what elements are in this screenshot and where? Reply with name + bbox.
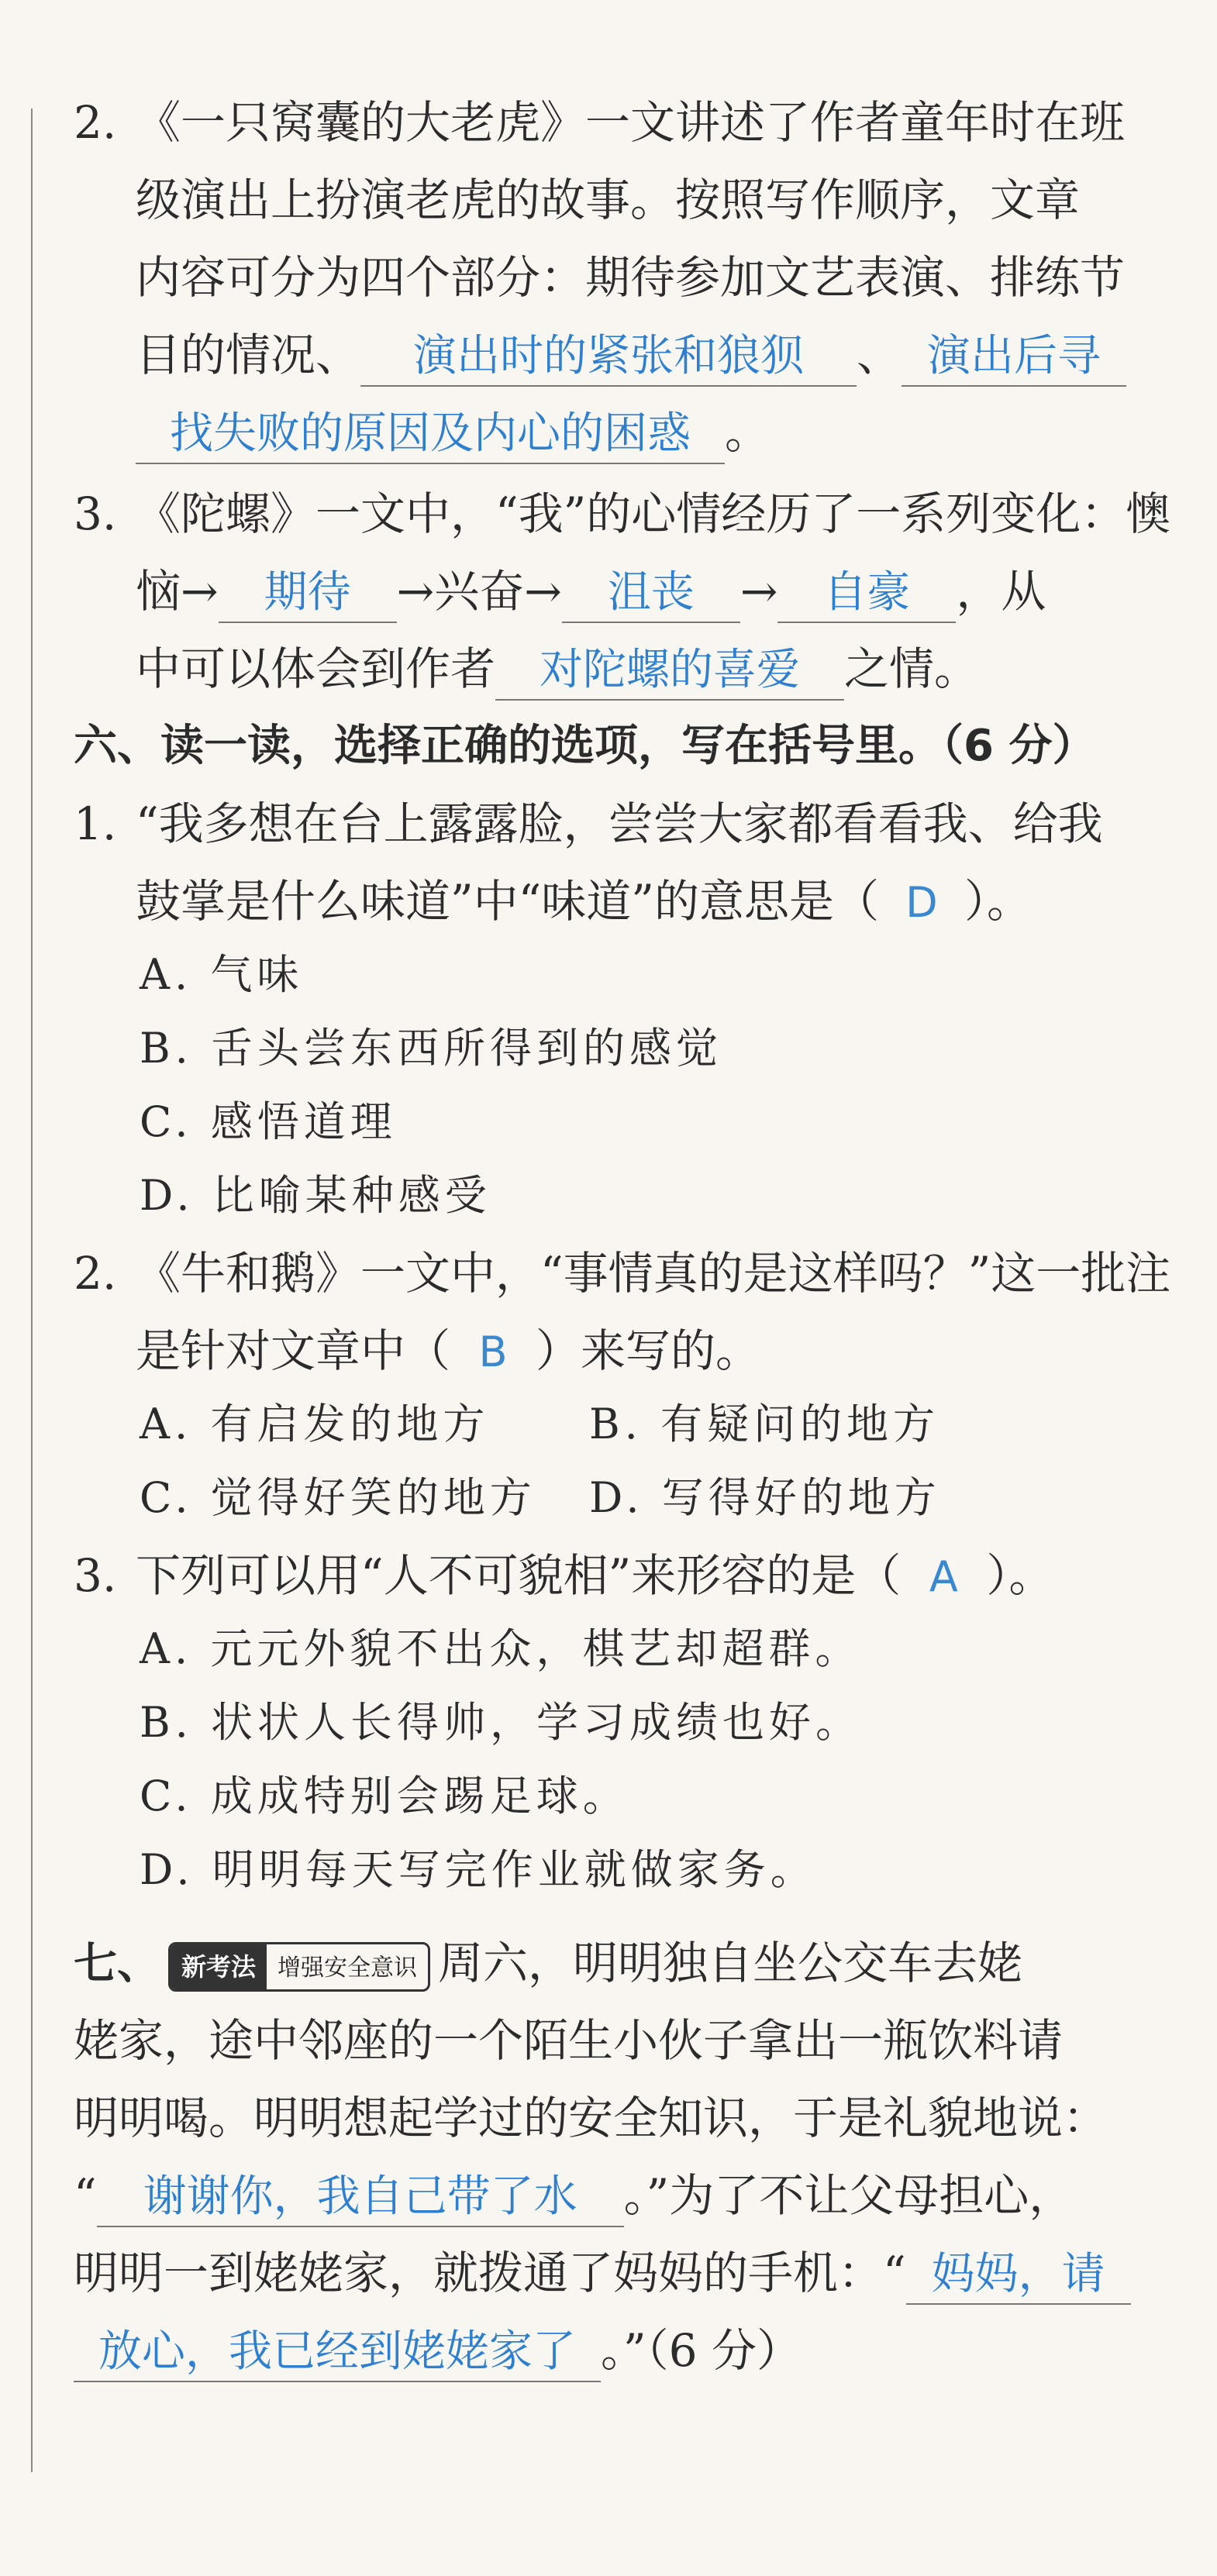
answer-blank[interactable]: 对陀螺的喜爱 (495, 642, 844, 701)
item-number: 3. (74, 487, 117, 540)
answer-blank[interactable]: 妈妈，请 (906, 2246, 1131, 2305)
answer-blank[interactable]: 谢谢你，我自己带了水 (97, 2168, 624, 2227)
answer-choice[interactable]: B (478, 1328, 508, 1376)
section-7-number: 七、 (74, 1939, 160, 1989)
answer-blank[interactable]: 自豪 (777, 564, 956, 623)
answer-blank[interactable]: 演出时的紧张和狼狈 (360, 328, 857, 387)
answer-blank[interactable]: 找失败的原因及内心的困惑 (136, 405, 725, 464)
worksheet-page: 2. 《一只窝囊的大老虎》一文讲述了作者童年时在班 级演出上扮演老虎的故事。按照写作顺序，文章 内容可分为四个部分：期待参加文艺表演、排练节 目的情况、 演出时的紧张和狼狈 、 演出后寻 找失败的原因及内心的困惑 。 3. 《陀螺》一文中，“我”的心情经历了一系列变化：懊 恼→ 期待 →兴奋→ 沮丧 → 自豪 ，从 中可以体会到作者 对陀螺的喜爱 之情。 六、读一读，选择正确的选项，写在括号里。（6 分） 1. “我多想在台上露露脸，尝尝大家都看看我、给我 鼓掌是什么味道”中“味道”的意思是（ D ）。 A. 气味 B. 舌头尝东西所得到的感觉 C. 感悟道理 D. 比喻某种感受 2. 《牛和鹅》一文中，“事情真的是这样吗？”这一批注 是针对文章中（ B ）来写的。 A. 有启发的地方 B. 有疑问的地方 C. 觉得好笑的地方 D. 写得好的地方 3. 下列可以用“人不可貌相”来形容的是（ A ）。 A. 元元外貌不出众，棋艺却超群。 B. 状状人长得帅，学习成绩也好。 C. 成成特别会踢足球。 D. 明明每天写完作业就做家务。 七、 新考法 增强安全意识 周六，明明独自坐公交车去姥 姥家，途中邻座的一个陌生小伙子拿出一瓶饮料请 明明喝。明明想起学过的安全知识，于是礼貌地说： “ 谢谢你，我自己带了水 。”为了不让父母担心， 明明一到姥姥家，就拨通了妈妈的手机：“ 妈妈，请 放心，我已经到姥姥家了 。”（6 分） (0, 0, 1217, 2576)
new-format-badge: 新考法 增强安全意识 (168, 1942, 430, 1992)
answer-blank[interactable]: 放心，我已经到姥姥家了 (74, 2323, 601, 2382)
answer-choice[interactable]: D (905, 878, 938, 927)
answer-blank[interactable]: 沮丧 (562, 564, 740, 623)
answer-choice[interactable]: A (929, 1552, 958, 1601)
item-number: 2. (74, 96, 117, 149)
item-number: 3. (74, 1549, 117, 1602)
item-number: 2. (74, 1247, 117, 1300)
answer-blank[interactable]: 期待 (219, 564, 397, 623)
answer-blank[interactable]: 演出后寻 (902, 328, 1126, 387)
item-number: 1. (74, 797, 117, 850)
